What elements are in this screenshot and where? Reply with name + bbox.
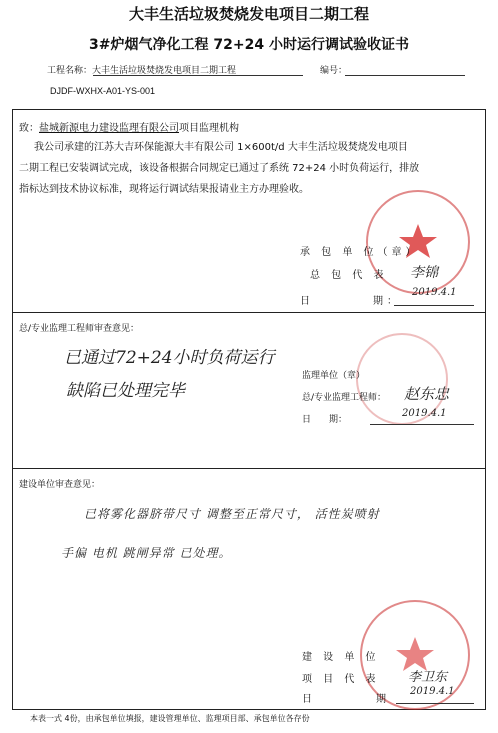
owner-heading: 建设单位审查意见： [19, 480, 101, 490]
statement-line-2: 二期工程已安装调试完成，该设备根据合同规定已通过了系统 72+24 小时负荷运行，排放 [19, 163, 420, 174]
owner-rep-label: 项 目 代 表 [302, 674, 380, 685]
owner-rep-signature: 李卫东 [408, 670, 448, 685]
footer-note: 本表一式 4份，由承包单位填报，建设管理单位、监理项目部、承包单位各存份 [30, 714, 310, 723]
addressee: 致：盐城新源电力建设监理有限公司项目监理机构 [19, 123, 239, 134]
document-code: DJDF-WXHX-A01-YS-001 [50, 86, 156, 96]
supervisor-unit-label: 监理单位（章） [302, 371, 366, 381]
contractor-date-label-a: 日 [300, 296, 314, 307]
owner-opinion-line-2: 手偏 电机 跳闸异常 已处理。 [61, 546, 232, 560]
supervisor-heading: 总/专业监理工程师审查意见： [19, 324, 140, 334]
owner-date-label-b: 期 [376, 694, 390, 705]
number-label: 编号： [320, 66, 348, 76]
supervisor-date-value: 2019.4.1 [402, 408, 447, 419]
owner-unit-label: 建 设 单 位 [302, 652, 380, 663]
addressee-company: 盐城新源电力建设监理有限公司 [39, 123, 179, 134]
statement-line-1: 我公司承建的江苏大吉环保能源大丰有限公司 1×600t/d 大丰生活垃圾焚烧发电项目 [34, 142, 408, 153]
project-name-label: 工程名称：大丰生活垃圾焚烧发电项目二期工程 [47, 66, 237, 76]
contractor-date-label-b: 期： [373, 296, 401, 307]
contractor-unit-label: 承 包 单 位（章） [300, 247, 420, 258]
supervisor-opinion-line-1: 已通过72+24小时负荷运行 [64, 348, 275, 368]
contractor-date-underline [394, 305, 474, 306]
document-title: 大丰生活垃圾焚烧发电项目二期工程 [128, 5, 369, 23]
supervisor-opinion-line-2: 缺陷已处理完毕 [66, 381, 185, 401]
contractor-rep-signature: 李锦 [410, 265, 438, 281]
supervisor-date-underline [370, 424, 474, 425]
supervisor-engineer-signature: 赵东忠 [404, 385, 450, 403]
project-underline [93, 75, 303, 76]
owner-date-label-a: 日 [302, 694, 316, 705]
supervisor-date-label: 日 期： [302, 415, 348, 425]
supervisor-engineer-label: 总/专业监理工程师： [302, 393, 387, 403]
number-underline [345, 75, 465, 76]
document-subtitle: 3#炉烟气净化工程 72+24 小时运行调试验收证书 [89, 37, 409, 53]
project-name-value: 大丰生活垃圾焚烧发电项目二期工程 [92, 66, 237, 76]
owner-opinion-line-1: 已将雾化器脐带尺寸 调整至正常尺寸， 活性炭喷射 [84, 507, 380, 521]
section-divider-2 [12, 468, 486, 469]
contractor-rep-label: 总 包 代 表 [310, 270, 388, 281]
statement-line-3: 指标达到技术协议标准，现将运行调试结果报请业主方办理验收。 [19, 184, 309, 195]
owner-date-underline [396, 703, 474, 704]
contractor-date-value: 2019.4.1 [412, 287, 457, 298]
section-divider-1 [12, 312, 486, 313]
owner-date-value: 2019.4.1 [410, 686, 455, 697]
